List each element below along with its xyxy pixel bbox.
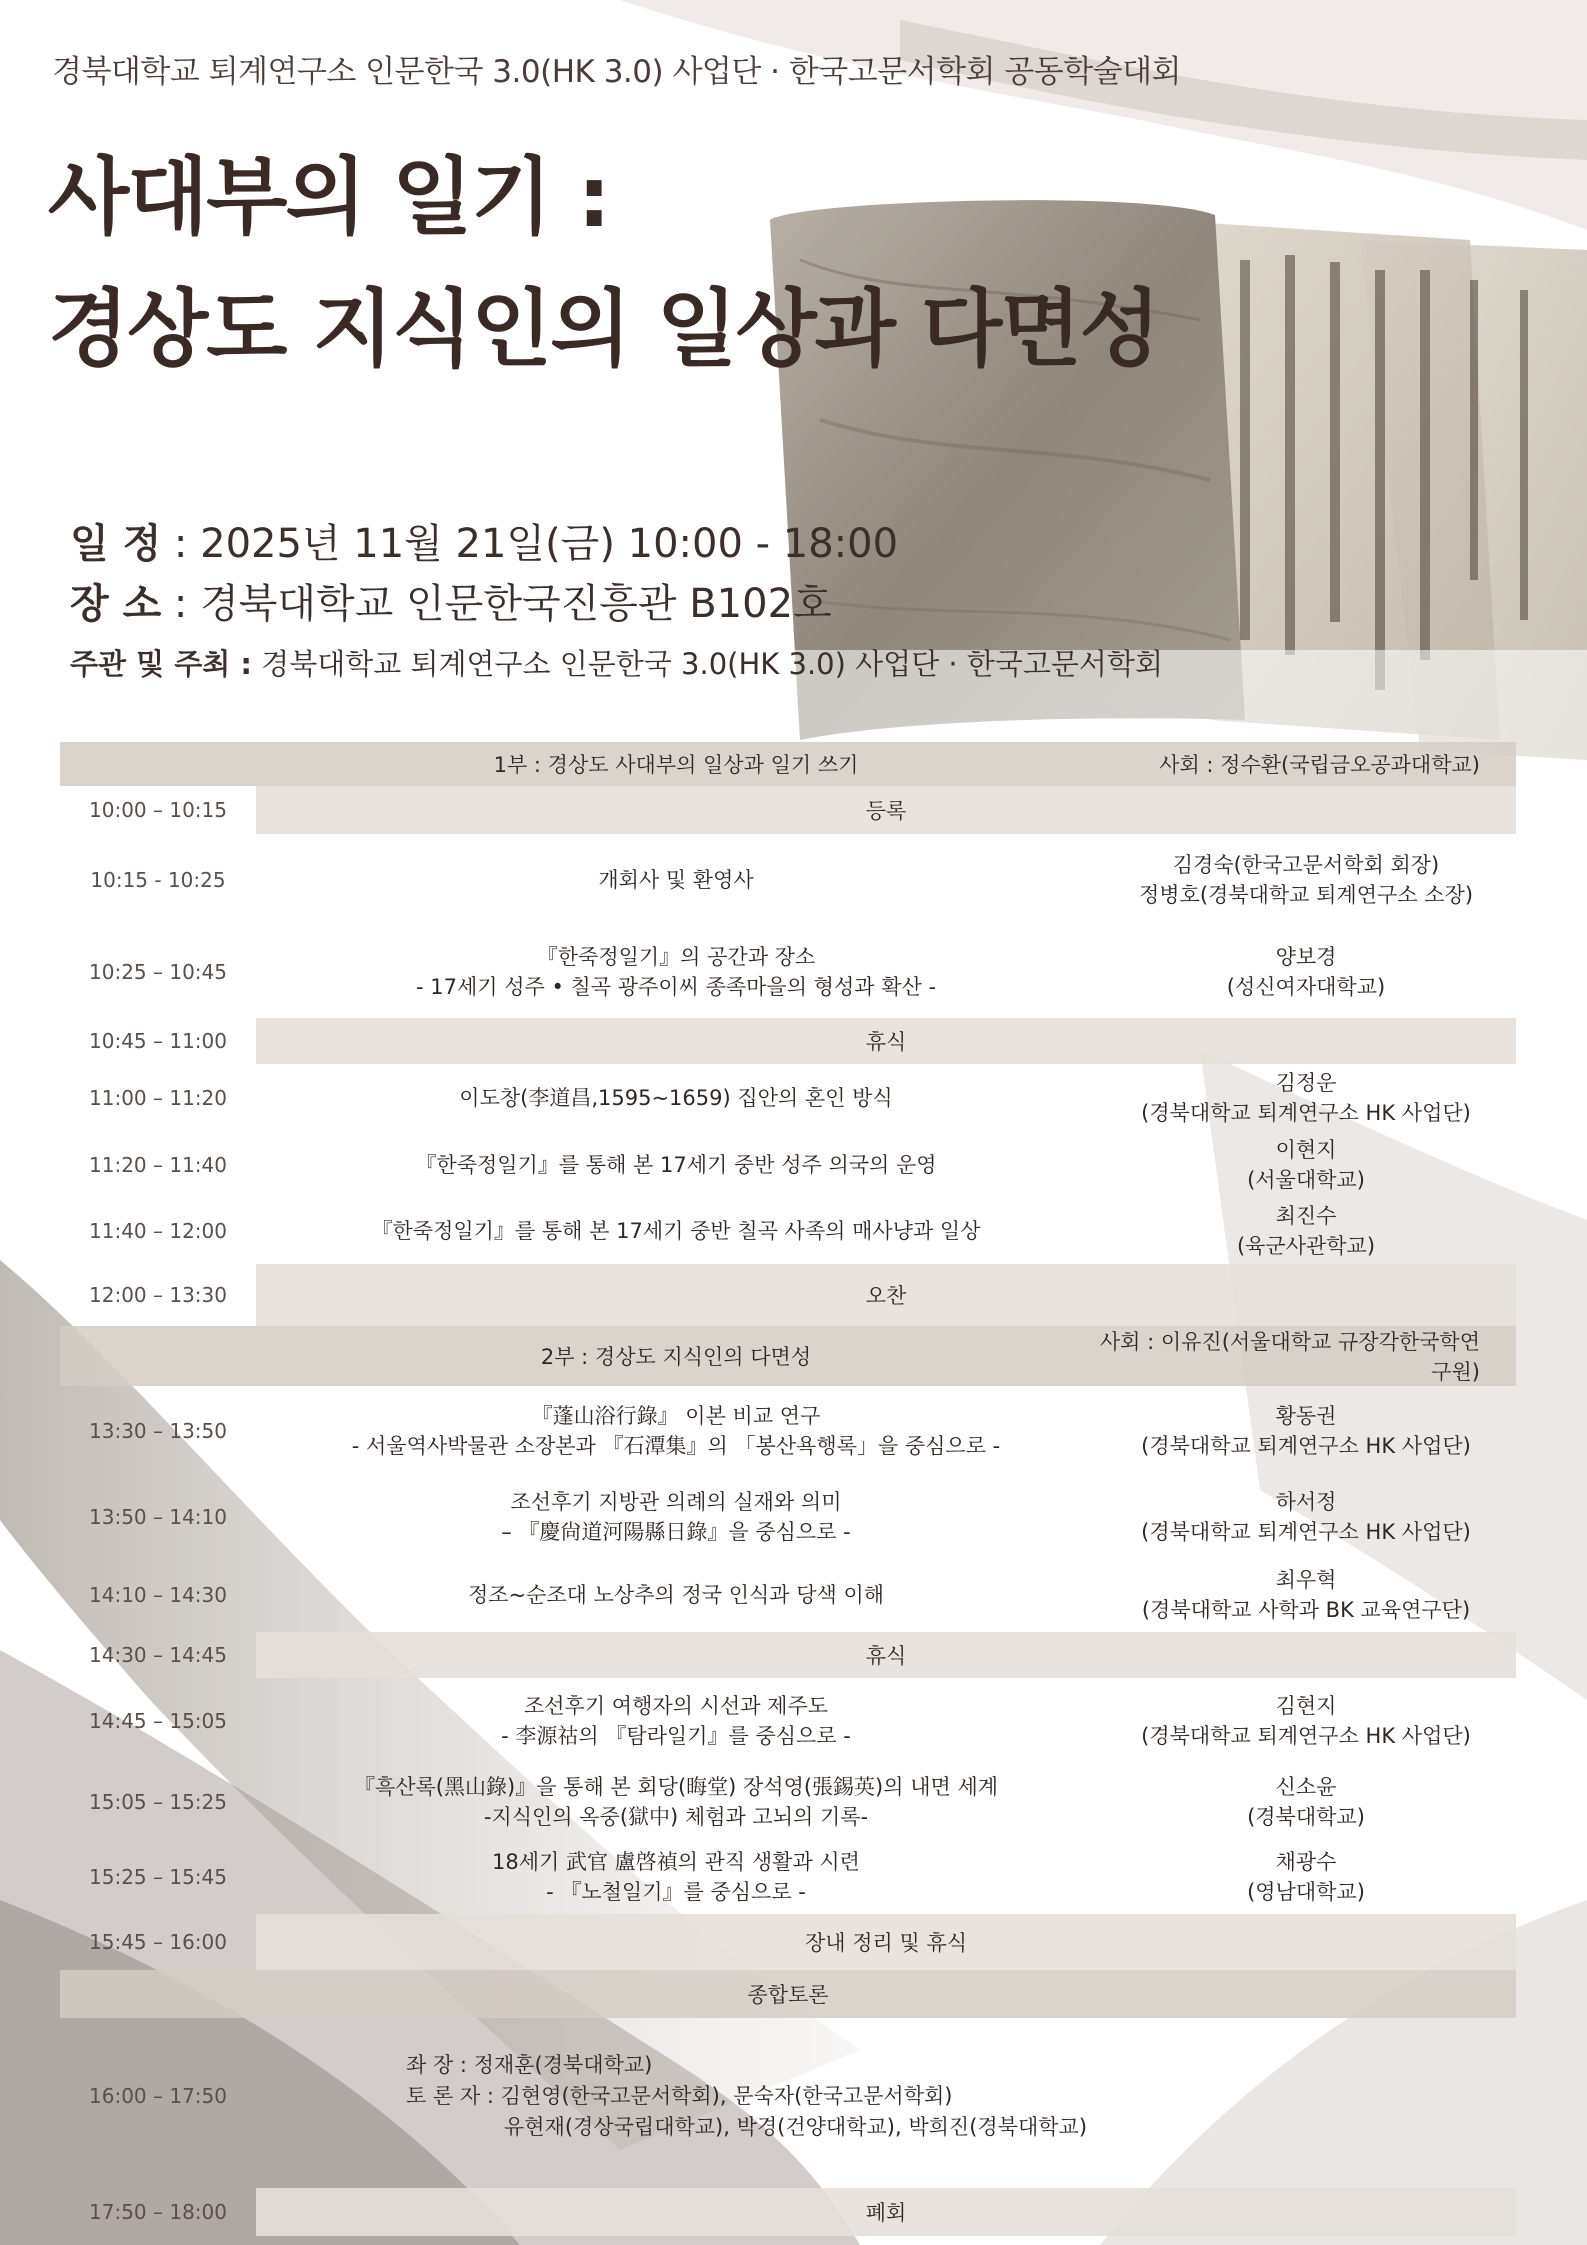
speaker-affiliation: (육군사관학교): [1236, 1234, 1376, 1258]
session-title: [256, 1558, 1096, 1632]
session-title: [256, 834, 1096, 926]
speaker-cell: [1096, 1840, 1516, 1914]
speaker-cell: [1096, 926, 1516, 1018]
event-supertitle: 경북대학교 퇴계연구소 인문한국 3.0(HK 3.0) 사업단 · 한국고문서학회 공동학술대회: [52, 54, 1181, 90]
session-title-line2: – 『慶尙道河陽縣日錄』을 중심으로 -: [501, 1520, 851, 1544]
table-row: [60, 786, 1516, 834]
session-title: [256, 1840, 1096, 1914]
table-row: [60, 1840, 1516, 1914]
main-title-line1: 사대부의 일기 :: [48, 148, 609, 246]
session-title-line1: 개회사 및 환영사: [598, 868, 754, 892]
time-cell: 14:30 – 14:45: [89, 1643, 227, 1667]
venue-label: 장 소: [70, 581, 162, 627]
speaker-affiliation: (경북대학교 퇴계연구소 HK 사업단): [1141, 1724, 1471, 1748]
host-label: 주관 및 주최 :: [70, 647, 252, 681]
table-row: [60, 1264, 1516, 1326]
section-title: 2부 : 경상도 지식인의 다면성: [60, 1326, 1096, 1386]
speaker-cell: [1096, 1476, 1516, 1558]
speaker-name: 양보경: [1275, 945, 1337, 969]
section-header-part1: [60, 742, 1516, 786]
speaker-name: 이현지: [1275, 1138, 1337, 1162]
table-row: [60, 1064, 1516, 1132]
table-row: [60, 2188, 1516, 2236]
table-row: [60, 1558, 1516, 1632]
speaker-name: 최진수: [1275, 1204, 1337, 1228]
time-cell: 15:45 – 16:00: [89, 1930, 227, 1954]
session-title-line1: 이도창(李道昌,1595~1659) 집안의 혼인 방식: [459, 1086, 893, 1110]
session-title: [256, 1198, 1096, 1264]
session-title-line1: 『한죽정일기』를 통해 본 17세기 중반 성주 의국의 운영: [415, 1153, 937, 1177]
main-title-line2: 경상도 지식인의 일상과 다면성: [48, 280, 1159, 378]
speaker-affiliation: (영남대학교): [1247, 1880, 1365, 1904]
schedule-table: [60, 742, 1516, 2236]
session-title-line2: - 『노철일기』를 중심으로 -: [546, 1880, 806, 1904]
speaker-affiliation: (경북대학교 퇴계연구소 HK 사업단): [1141, 1434, 1471, 1458]
speaker-cell: [1096, 834, 1516, 926]
session-title-line1: 『한죽정일기』를 통해 본 17세기 중반 칠곡 사족의 매사냥과 일상: [371, 1219, 981, 1243]
time-cell: 11:40 – 12:00: [89, 1219, 227, 1243]
session-title-line2: - 서울역사박물관 소장본과 『石潭集』의 「봉산욕행록」을 중심으로 -: [351, 1434, 1001, 1458]
time-cell: 11:20 – 11:40: [89, 1153, 227, 1177]
speaker-name: 최우혁: [1275, 1568, 1337, 1592]
host-info: [70, 642, 1163, 683]
section-host: 사회 : 이유진(서울대학교 규장각한국학연구원): [1096, 1326, 1516, 1386]
section-title: 1부 : 경상도 사대부의 일상과 일기 쓰기: [60, 742, 1096, 786]
table-row: [60, 1632, 1516, 1678]
speaker-affiliation: (경북대학교 퇴계연구소 HK 사업단): [1141, 1520, 1471, 1544]
break-cell: 휴식: [256, 1632, 1516, 1678]
venue-info: [70, 572, 832, 629]
session-title-line1: 『한죽정일기』의 공간과 장소: [536, 945, 816, 969]
table-row: [60, 1386, 1516, 1476]
table-row: [60, 926, 1516, 1018]
speaker-cell: [1096, 1558, 1516, 1632]
speaker-name: 신소윤: [1275, 1775, 1337, 1799]
table-row: [60, 1476, 1516, 1558]
speaker-name: 채광수: [1275, 1850, 1337, 1874]
time-cell: 14:10 – 14:30: [89, 1583, 227, 1607]
session-title: [256, 1764, 1096, 1840]
speaker-cell: [1096, 1764, 1516, 1840]
speaker-name: 황동권: [1275, 1404, 1337, 1428]
closing-cell: 폐회: [256, 2188, 1516, 2236]
time-cell: 11:00 – 11:20: [89, 1086, 227, 1110]
break-cell: 휴식: [256, 1018, 1516, 1064]
table-row: [60, 1018, 1516, 1064]
discussion-chair: 좌 장 : 정재훈(경북대학교): [406, 2052, 653, 2077]
break-cell: 장내 정리 및 휴식: [256, 1914, 1516, 1970]
table-row: [60, 2018, 1516, 2174]
session-title-line1: 『흑산록(黑山錄)』을 통해 본 회당(晦堂) 장석영(張錫英)의 내면 세계: [353, 1775, 999, 1799]
session-title-line1: 조선후기 지방관 의례의 실재와 의미: [510, 1490, 842, 1514]
time-cell: 12:00 – 13:30: [89, 1283, 227, 1307]
table-row: [60, 1678, 1516, 1764]
host-value: 경북대학교 퇴계연구소 인문한국 3.0(HK 3.0) 사업단 · 한국고문서학회: [251, 647, 1163, 681]
time-cell: 16:00 – 17:50: [89, 2084, 227, 2108]
speaker-affiliation: 정병호(경북대학교 퇴계연구소 소장): [1138, 883, 1474, 907]
time-cell: 15:25 – 15:45: [89, 1865, 227, 1889]
table-row: [60, 1132, 1516, 1198]
session-title-line1: 『蓬山浴行錄』 이본 비교 연구: [531, 1404, 821, 1428]
session-title-line2: -지식인의 옥중(獄中) 체험과 고뇌의 기록-: [483, 1805, 869, 1829]
schedule-label: 일 정: [70, 521, 162, 567]
speaker-name: 김경숙(한국고문서학회 회장): [1172, 853, 1440, 877]
time-cell: 10:00 – 10:15: [89, 798, 227, 822]
schedule-info: [70, 512, 898, 569]
discussion-header-label: 종합토론: [60, 1970, 1516, 2018]
time-cell: 14:45 – 15:05: [89, 1709, 227, 1733]
break-cell: 등록: [256, 786, 1516, 834]
table-row: [60, 1198, 1516, 1264]
session-title-line1: 조선후기 여행자의 시선과 제주도: [523, 1694, 829, 1718]
speaker-affiliation: (경북대학교 퇴계연구소 HK 사업단): [1141, 1101, 1471, 1125]
discussion-header: [60, 1970, 1516, 2018]
table-row: [60, 834, 1516, 926]
speaker-name: 김정운: [1275, 1071, 1337, 1095]
speaker-affiliation: (성신여자대학교): [1226, 975, 1386, 999]
session-title-line1: 정조~순조대 노상추의 정국 인식과 당색 이해: [467, 1583, 885, 1607]
speaker-affiliation: (서울대학교): [1247, 1168, 1365, 1192]
time-cell: 15:05 – 15:25: [89, 1790, 227, 1814]
session-title: [256, 1678, 1096, 1764]
venue-value: : 경북대학교 인문한국진흥관 B102호: [161, 581, 832, 627]
speaker-affiliation: (경북대학교 사학과 BK 교육연구단): [1141, 1598, 1471, 1622]
time-cell: 13:50 – 14:10: [89, 1505, 227, 1529]
time-cell: 10:15 - 10:25: [90, 868, 226, 892]
time-cell: 17:50 – 18:00: [89, 2200, 227, 2224]
session-title: [256, 1386, 1096, 1476]
speaker-name: 하서정: [1275, 1490, 1337, 1514]
discussion-panel: [256, 2018, 1516, 2174]
section-header-part2: [60, 1326, 1516, 1386]
schedule-value: : 2025년 11월 21일(금) 10:00 - 18:00: [161, 521, 899, 567]
speaker-name: 김현지: [1275, 1694, 1337, 1718]
table-row: [60, 1764, 1516, 1840]
session-title-line2: - 李源祜의 『탐라일기』를 중심으로 -: [501, 1724, 851, 1748]
speaker-cell: [1096, 1678, 1516, 1764]
speaker-affiliation: (경북대학교): [1247, 1805, 1365, 1829]
discussion-panelists-2: 유현재(경상국립대학교), 박경(건양대학교), 박희진(경북대학교): [504, 2114, 1088, 2139]
time-cell: 10:25 – 10:45: [89, 960, 227, 984]
speaker-cell: [1096, 1064, 1516, 1132]
session-title-line2: - 17세기 성주 • 칠곡 광주이씨 종족마을의 형성과 확산 -: [415, 975, 937, 999]
session-title: [256, 926, 1096, 1018]
time-cell: 10:45 – 11:00: [89, 1029, 227, 1053]
table-row: [60, 1914, 1516, 1970]
break-cell: 오찬: [256, 1264, 1516, 1326]
session-title: [256, 1132, 1096, 1198]
session-title-line1: 18세기 武官 盧啓禎의 관직 생활과 시련: [492, 1850, 860, 1874]
discussion-panelists-1: 토 론 자 : 김현영(한국고문서학회), 문숙자(한국고문서학회): [406, 2083, 953, 2108]
section-host: 사회 : 정수환(국립금오공과대학교): [1096, 742, 1516, 786]
session-title: [256, 1064, 1096, 1132]
speaker-cell: [1096, 1132, 1516, 1198]
time-cell: 13:30 – 13:50: [89, 1419, 227, 1443]
speaker-cell: [1096, 1198, 1516, 1264]
session-title: [256, 1476, 1096, 1558]
speaker-cell: [1096, 1386, 1516, 1476]
